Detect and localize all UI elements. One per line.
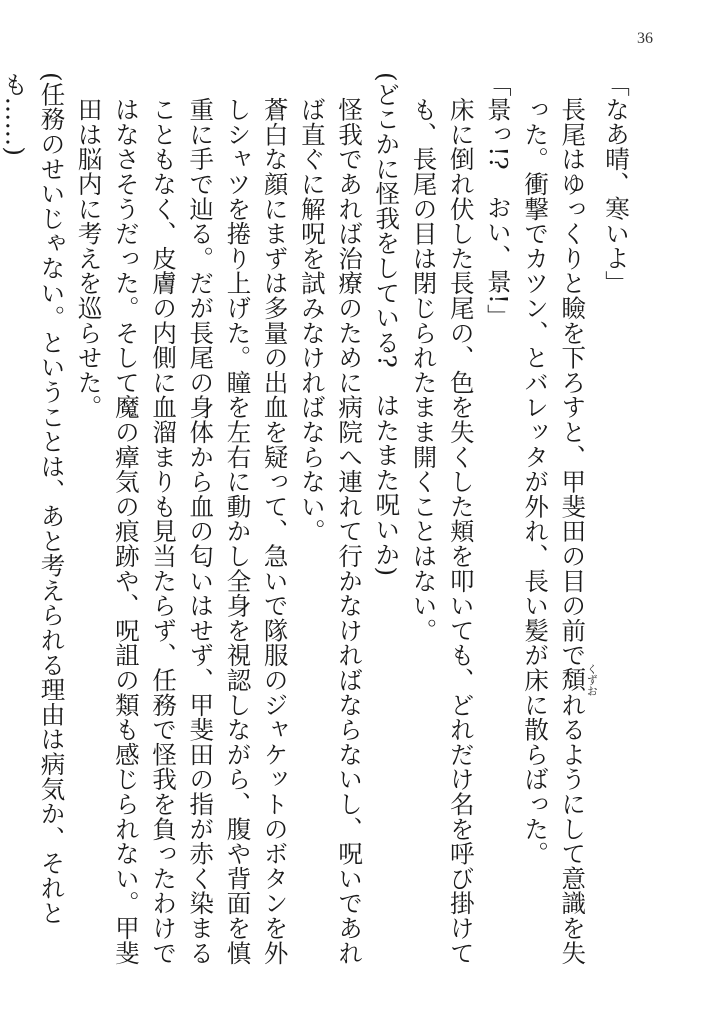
vertical-text-body <box>0 72 635 984</box>
thought-line: (どこかに怪我をしている? はたまた呪いか) <box>372 72 402 577</box>
ruby-annotation <box>558 662 599 696</box>
narration-paragraph <box>517 72 598 984</box>
narration-paragraph: 床に倒れ伏した長尾の、色を失くした頬を叩いても、どれだけ名を呼び掛けても、長尾の目は閉じられたまま開くことはない。 <box>409 96 476 965</box>
ruby-base: 頽 <box>558 662 588 696</box>
narration-text: れるようにして意識を失った。衝撃でカツン、とバレッタが外れ、長い髪が床に散らばった。 <box>521 96 588 965</box>
page-number: 36 <box>637 30 653 47</box>
dialogue-line: 「なあ晴、寒いよ」 <box>602 72 631 296</box>
dialogue-line: 「景っ!? おい、景!」 <box>483 72 513 329</box>
narration-paragraph: 怪我であれば治療のために病院へ連れて行かなければならないし、呪いであれば直ぐに解呪を試みなければならない。 <box>297 96 365 965</box>
narration-paragraph: 蒼白な顔にまずは多量の出血を疑って、急いで隊服のジャケットのボタンを外しシャツを捲り上げた。瞳を左右に動かし全身を視認しながら、腹や背面を慎重に手で辿る。だが長尾の身体から血の匂いはせず、甲斐田の指が赤く染まることもなく、皮膚の内側に血溜まりも見当たらず、任務で怪我を負ったわけではなさそうだった。そして魔の瘴気の痕跡や、呪詛の類も感じられない。甲斐田は脳内に考えを巡らせた。 <box>74 96 290 965</box>
narration-text: 長尾はゆっくりと瞼を下ろすと、甲斐田の目の前で <box>558 96 588 667</box>
ruby-reading: くずお <box>585 662 599 696</box>
thought-line: (任務のせいじゃない。ということは、あと考えられる理由は病気か、それとも……) <box>0 72 67 926</box>
